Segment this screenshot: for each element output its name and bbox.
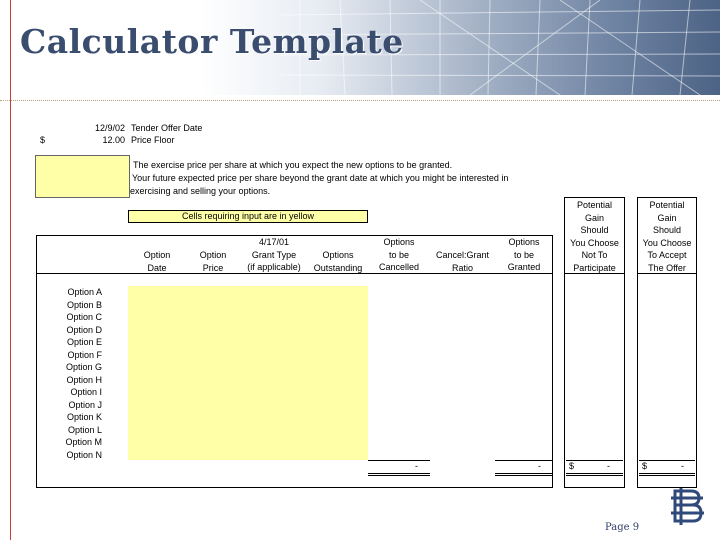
total-gain-not-participate: - — [607, 461, 610, 471]
col-header-to-be-granted: Options to be Granted — [507, 237, 541, 272]
option-row-label: Option B — [66, 299, 102, 310]
gain-accept-double-rule-2 — [639, 475, 695, 476]
gain-accept-currency: $ — [642, 461, 648, 471]
note-line-2: Your future expected price per share beyond the grant date at which you might be interested in — [132, 173, 509, 183]
option-row-label: Option M — [65, 437, 102, 447]
granted-double-rule-1 — [495, 473, 553, 474]
option-input-grid[interactable] — [128, 286, 368, 460]
expected-price-input[interactable] — [35, 155, 130, 198]
option-row-label: Option J — [68, 399, 102, 410]
tender-date-label: Tender Offer Date — [131, 123, 203, 133]
cancelled-double-rule-2 — [368, 475, 430, 476]
option-row-label: Option N — [66, 449, 102, 460]
col-header-to-be-cancelled: Options to be Cancelled — [378, 237, 420, 272]
option-row-label: Option I — [70, 387, 102, 397]
gain-accept-double-rule-1 — [639, 473, 695, 474]
option-row-label: Option E — [66, 337, 102, 347]
header-divider — [0, 100, 720, 101]
col-header-option-date: Option Date — [143, 250, 171, 273]
page-title: Calculator Template — [20, 22, 404, 61]
price-floor-currency: $ — [40, 135, 46, 145]
col-header-ratio: Cancel:Grant Ratio — [435, 250, 490, 273]
option-row-label: Option A — [67, 287, 102, 297]
col-header-grant-type: 4/17/01 Grant Type (if applicable) — [247, 237, 301, 272]
option-row-label: Option L — [67, 424, 102, 435]
option-row-label: Option D — [66, 324, 102, 335]
page-number: Page 9 — [605, 522, 640, 533]
cancelled-double-rule-1 — [368, 473, 430, 474]
price-floor-value[interactable]: 12.00 — [102, 135, 125, 145]
option-row-label: Option K — [66, 412, 102, 422]
company-logo-icon — [667, 487, 707, 527]
input-legend: Cells requiring input are in yellow — [128, 210, 368, 223]
note-line-3: exercising and selling your options. — [130, 186, 271, 196]
left-accent-line — [10, 0, 11, 540]
total-gain-accept: - — [681, 461, 684, 471]
total-cancelled: - — [415, 461, 418, 471]
option-row-label: Option F — [67, 349, 102, 360]
col-header-gain-not-participate: Potential Gain Should You Choose Not To Participate — [570, 200, 619, 273]
option-row-label: Option C — [66, 312, 102, 322]
granted-double-rule-2 — [495, 475, 553, 476]
gain-np-currency: $ — [569, 461, 575, 471]
col-header-option-price: Option Price — [199, 250, 227, 273]
tender-date-value[interactable]: 12/9/02 — [94, 123, 125, 133]
option-row-label: Option G — [65, 362, 102, 372]
col-header-gain-accept: Potential Gain Should You Choose To Accept The Offer — [642, 200, 692, 273]
gain-np-double-rule-1 — [566, 473, 623, 474]
option-row-label: Option H — [66, 374, 102, 385]
price-floor-label: Price Floor — [131, 135, 175, 145]
note-line-1: The exercise price per share at which you expect the new options to be granted. — [133, 160, 453, 170]
total-granted: - — [538, 461, 541, 471]
gain-np-double-rule-2 — [566, 475, 623, 476]
col-header-outstanding: Options Outstanding — [313, 250, 363, 273]
header-banner — [0, 0, 720, 95]
